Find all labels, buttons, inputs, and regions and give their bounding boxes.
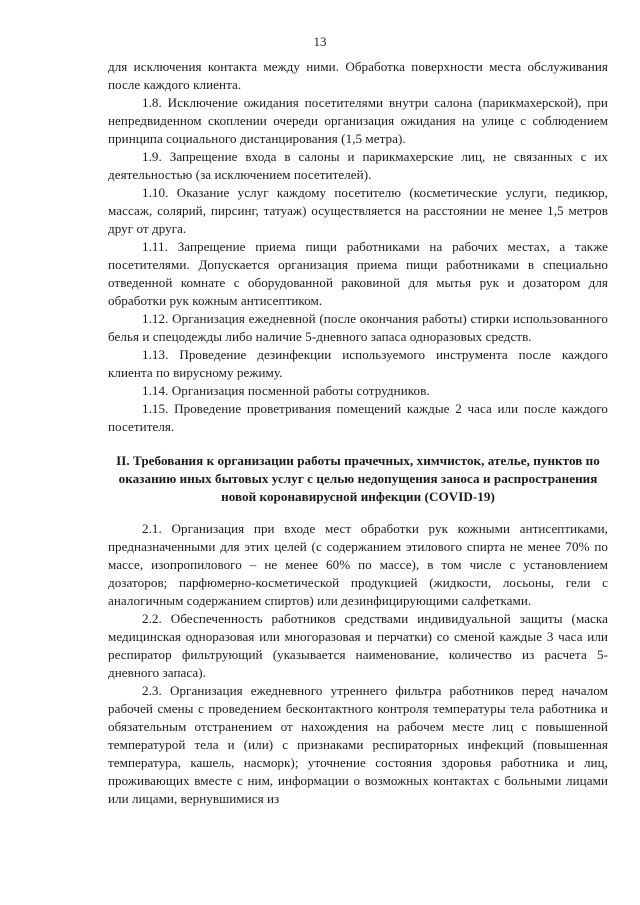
paragraph-2-2: 2.2. Обеспеченность работников средствами индивидуальной защиты (маска медицинская одноразовая или многоразовая и перчатки) со сменой каждые 3 часа или респиратор фильтрующий (указывается наименование, количество из расчета 5-дневного запаса). [108, 611, 608, 680]
document-body [108, 58, 608, 808]
paragraph-1-12: 1.12. Организация ежедневной (после окончания работы) стирки использованного белья и спецодежды либо наличие 5-дневного запаса одноразовых средств. [108, 311, 608, 344]
section-2 [108, 520, 608, 808]
page-number: 13 [313, 34, 327, 49]
paragraph-1-8: 1.8. Исключение ожидания посетителями внутри салона (парикмахерской), при непредвиденном скоплении очереди организация ожидания на улице с соблюдением принципа социального дистанцирования (1,5 метра). [108, 95, 608, 146]
section-1-continuation [108, 58, 608, 436]
paragraph-2-3: 2.3. Организация ежедневного утреннего фильтра работников перед началом рабочей смены с проведением бесконтактного контроля температуры тела работника и обязательным отстранением от нахождения на рабочем месте лиц с повышенной температурой тела и (или) с признаками респираторных инфекций (повышенная температура, кашель, насморк); уточнение состояния здоровья работника и лиц, проживающих вместе с ним, информации о возможных контактах с больными лицами или лицами, вернувшимися из [108, 683, 608, 806]
paragraph-1-15: 1.15. Проведение проветривания помещений каждые 2 часа или после каждого посетителя. [108, 401, 608, 434]
paragraph: для исключения контакта между ними. Обработка поверхности места обслуживания после каждого клиента. [108, 59, 608, 92]
paragraph-2-1: 2.1. Организация при входе мест обработки рук кожными антисептиками, предназначенными для этих целей (с содержанием этилового спирта не менее 70% по массе, изопропилового – не менее 60% по массе), в том числе с установлением дозаторов; парфюмерно-косметической продукцией (жидкости, лосьоны, гели с аналогичным содержанием спиртов) или дезинфицирующими салфетками. [108, 521, 608, 608]
section-2-heading: II. Требования к организации работы прачечных, химчисток, ателье, пунктов по оказанию иных бытовых услуг с целью недопущения заноса и распространения новой коронавирусной инфекции (COVID-19) [116, 453, 600, 504]
paragraph-1-10: 1.10. Оказание услуг каждому посетителю (косметические услуги, педикюр, массаж, солярий, пирсинг, татуаж) осуществляется на расстоянии не менее 1,5 метров друг от друга. [108, 185, 608, 236]
paragraph-1-11: 1.11. Запрещение приема пищи работниками на рабочих местах, а также посетителями. Допускается организация приема пищи работниками в специально отведенной комнате с оборудованной раковиной для мытья рук и дозатором для обработки рук кожным антисептиком. [108, 239, 608, 308]
paragraph-1-13: 1.13. Проведение дезинфекции используемого инструмента после каждого клиента по вирусному режиму. [108, 347, 608, 380]
paragraph-1-9: 1.9. Запрещение входа в салоны и парикмахерские лиц, не связанных с их деятельностью (за исключением посетителей). [108, 149, 608, 182]
paragraph-1-14: 1.14. Организация посменной работы сотрудников. [142, 383, 430, 398]
